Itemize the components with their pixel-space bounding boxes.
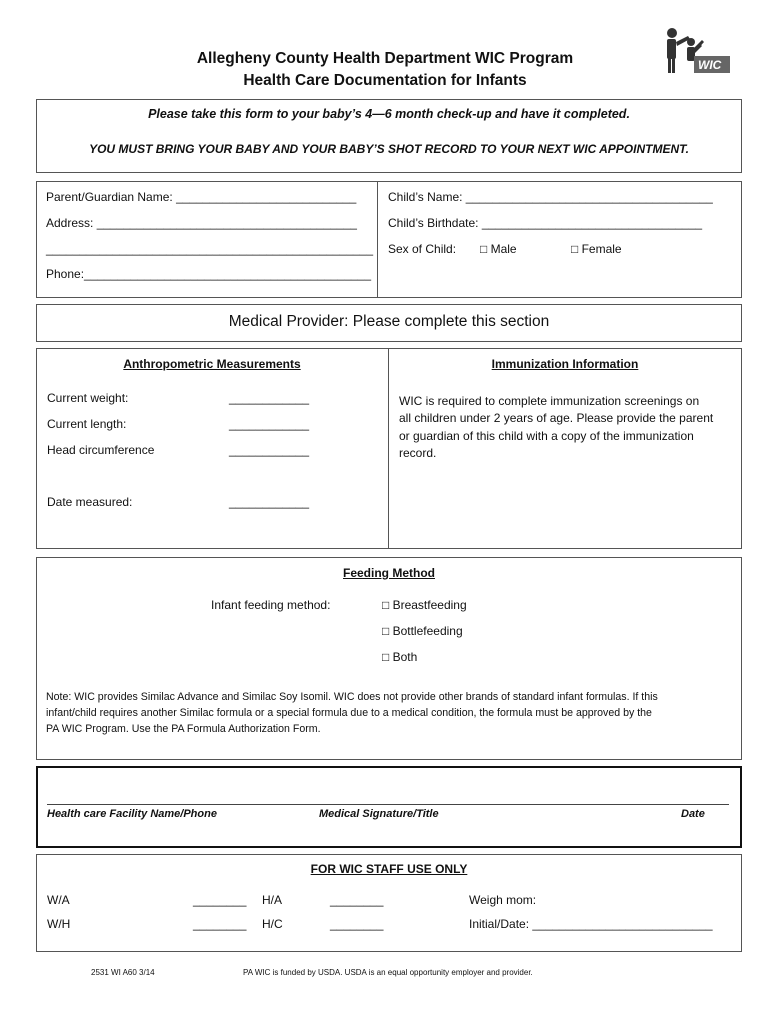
- page-title: Allegheny County Health Department WIC Program: [196, 50, 574, 67]
- breastfeeding-checkbox[interactable]: □ Breastfeeding: [382, 598, 467, 612]
- ha-field[interactable]: ________: [330, 893, 384, 907]
- wa-label: W/A: [47, 893, 70, 907]
- page-subtitle: Health Care Documentation for Infants: [243, 72, 527, 89]
- hc-field[interactable]: ________: [330, 917, 384, 931]
- anthropometric-heading: Anthropometric Measurements: [123, 357, 301, 371]
- child-birthdate-field[interactable]: Child’s Birthdate: _________________________________: [388, 216, 703, 230]
- measurements-divider: [388, 348, 389, 549]
- date-measured-field[interactable]: ____________: [229, 495, 310, 509]
- phone-field[interactable]: Phone:___________________________________________: [46, 267, 372, 281]
- current-length-label: Current length:: [47, 417, 127, 431]
- head-circumference-label: Head circumference: [47, 443, 155, 457]
- wic-logo: [664, 26, 734, 76]
- address-field[interactable]: Address: _______________________________________: [46, 216, 357, 230]
- signature-date-label: Date: [681, 808, 705, 820]
- feeding-method-heading: Feeding Method: [343, 566, 435, 580]
- immunization-heading: Immunization Information: [491, 357, 639, 371]
- male-checkbox[interactable]: □ Male: [480, 242, 517, 256]
- current-weight-field[interactable]: ____________: [229, 391, 310, 405]
- instructions-line-1: Please take this form to your baby’s 4—6 month check-up and have it completed.: [148, 107, 630, 121]
- wic-staff-heading: FOR WIC STAFF USE ONLY: [310, 862, 468, 876]
- weigh-mom-field[interactable]: Weigh mom:: [469, 893, 537, 907]
- wic-logo-text: WIC: [698, 58, 722, 72]
- form-number: 2531 WI A60 3/14: [91, 968, 155, 977]
- infant-feeding-method-label: Infant feeding method:: [211, 598, 331, 612]
- date-measured-label: Date measured:: [47, 495, 133, 509]
- wh-field[interactable]: ________: [193, 917, 247, 931]
- bottlefeeding-checkbox[interactable]: □ Bottlefeeding: [382, 624, 463, 638]
- facility-name-phone-label: Health care Facility Name/Phone: [47, 808, 217, 820]
- initial-date-field[interactable]: Initial/Date: ___________________________: [469, 917, 713, 931]
- medical-provider-heading: Medical Provider: Please complete this section: [228, 313, 550, 330]
- formula-note-line-1: Note: WIC provides Similac Advance and Similac Soy Isomil. WIC does not provide other brands of standard infant formulas. If this: [46, 691, 658, 703]
- female-checkbox[interactable]: □ Female: [571, 242, 622, 256]
- sex-of-child-label: Sex of Child:: [388, 242, 457, 256]
- parent-name-field[interactable]: Parent/Guardian Name: ___________________________: [46, 190, 357, 204]
- both-checkbox[interactable]: □ Both: [382, 650, 418, 664]
- immunization-text-line-4: record.: [399, 446, 437, 460]
- head-circumference-field[interactable]: ____________: [229, 443, 310, 457]
- immunization-text-line-1: WIC is required to complete immunization screenings on: [399, 394, 700, 408]
- ha-label: H/A: [262, 893, 283, 907]
- formula-note-line-2: infant/child requires another Similac formula or a special formula due to a medical condition, the formula must be approved by the: [46, 707, 652, 719]
- wh-label: W/H: [47, 917, 71, 931]
- info-divider: [377, 181, 378, 298]
- hc-label: H/C: [262, 917, 283, 931]
- instructions-line-2: YOU MUST BRING YOUR BABY AND YOUR BABY’S SHOT RECORD TO YOUR NEXT WIC APPOINTMENT.: [89, 142, 689, 156]
- signature-line[interactable]: [47, 804, 729, 805]
- current-weight-label: Current weight:: [47, 391, 129, 405]
- formula-note-line-3: PA WIC Program. Use the PA Formula Authorization Form.: [46, 723, 321, 735]
- immunization-text-line-2: all children under 2 years of age. Please provide the parent: [399, 411, 714, 425]
- signature-box: [36, 766, 742, 848]
- wa-field[interactable]: ________: [193, 893, 247, 907]
- child-name-field[interactable]: Child’s Name: _____________________________________: [388, 190, 713, 204]
- immunization-text-line-3: or guardian of this child with a copy of the immunization: [399, 429, 694, 443]
- address-line-2-field[interactable]: _________________________________________________: [46, 242, 374, 256]
- medical-signature-title-label: Medical Signature/Title: [319, 808, 439, 820]
- funding-statement: PA WIC is funded by USDA. USDA is an equal opportunity employer and provider.: [243, 968, 533, 977]
- current-length-field[interactable]: ____________: [229, 417, 310, 431]
